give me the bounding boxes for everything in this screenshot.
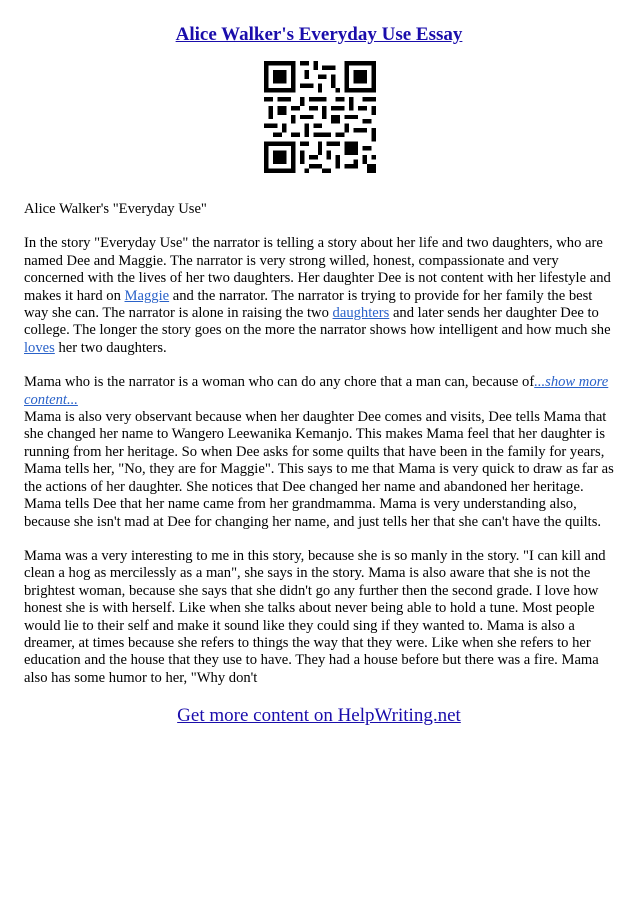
show-more-link[interactable]: ...show more content...: [24, 374, 609, 408]
link-loves[interactable]: loves: [24, 339, 55, 356]
link-daughters[interactable]: daughters: [332, 305, 390, 322]
essay-body: [24, 201, 614, 704]
get-more-content-link[interactable]: Get more content on HelpWriting.net: [177, 705, 461, 726]
link-maggie[interactable]: Maggie: [124, 287, 170, 304]
qr-code-icon: [264, 61, 376, 173]
paragraph-1: In the story "Everyday Use" the narrator is telling a story about her life and two daughters, who are named Dee and Maggie. The narrator is very strong willed, honest, compassionate and very concerned with the lives of her two daughters. Her daughter Dee is not content with her lifestyle and makes it hard on Maggie and the narrator. The narrator is trying to provide for her family the best way she can. The narrator is alone in raising the two daughters and later sends her daughter Dee to college. The longer the story goes on the more the narrator shows how intelligent and how much she loves her two daughters.: [24, 235, 611, 356]
page-title-link[interactable]: Alice Walker's Everyday Use Essay: [175, 24, 463, 45]
paragraph-3: Mama is also very observant because when her daughter Dee comes and visits, Dee tells Mama that she changed her name to Wangero Leewanika Kemanjo. This makes Mama feel that her daughter is running from her heritage. So when Dee asks for some quilts that have been in the family for years, Mama tells her, "No, they are for Maggie". This says to me that Mama is very quick to draw as far as the actions of her daughter. She notices that Dee changed her name and abandoned her heritage. Mama tells Dee that her name came from her grandmamma. Mama is very understanding also, because she isn't mad at Dee for changing her name, and just tells her that she can't have the quilts.: [24, 409, 614, 530]
essay-heading-line: Alice Walker's "Everyday Use": [24, 201, 207, 217]
paragraph-4: Mama was a very interesting to me in this story, because she is so manly in the story. "I can kill and clean a hog as mercilessly as a man", she says in the story. Mama is also aware that she is not the brightest woman, because she says that she didn't go any further then the second grade. I love how honest she is with herself. Like when she talks about never being able to hold a tune. Most people would lie to their self and make it sound like they could sing if they wanted to. Mama is also a dreamer, at times because she refers to things the way that they were. Like when she refers to her education and the house that they use to have. They had a house before but there was a fire. Mama also has some humor to her, "Why don't: [24, 547, 606, 686]
paragraph-2: Mama who is the narrator is a woman who can do any chore that a man can, because of...show more content...: [24, 374, 609, 408]
